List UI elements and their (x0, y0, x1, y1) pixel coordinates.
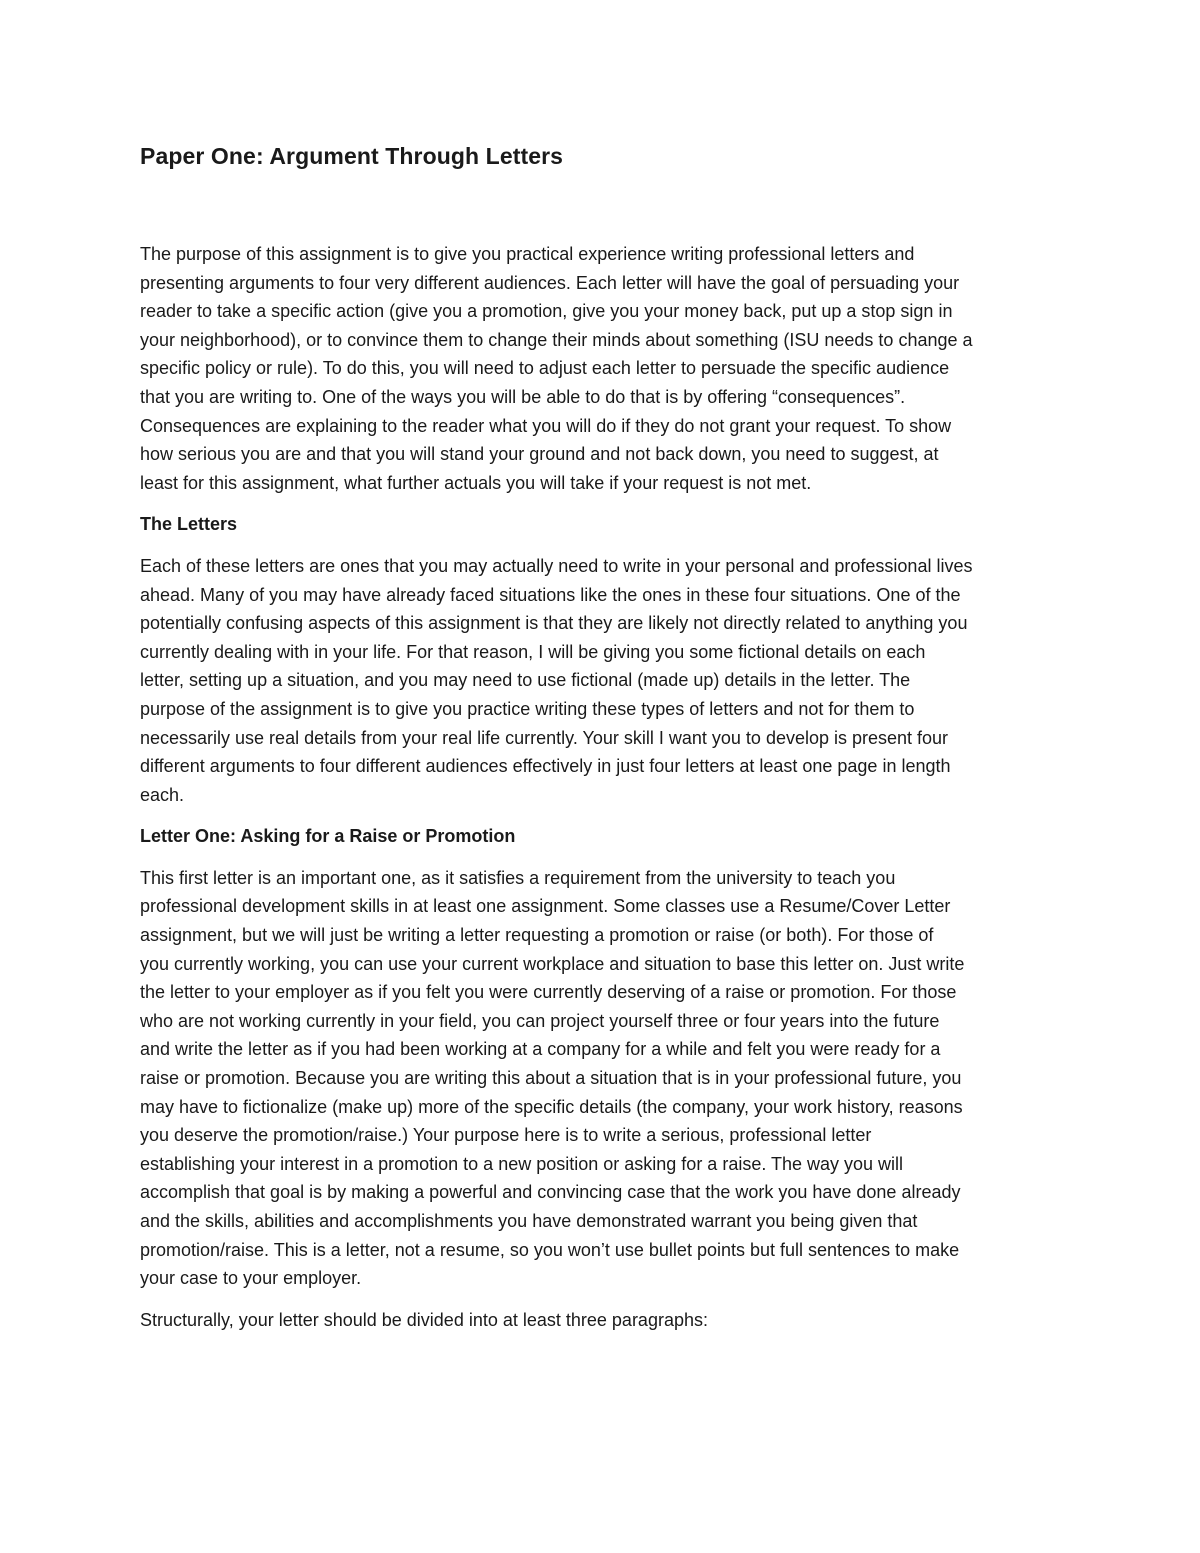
text-line: promotion/raise. This is a letter, not a resume, so you won’t use bullet points but full sentences to make (140, 1239, 960, 1260)
text-line: ahead. Many of you may have already faced situations like the ones in these four situations. One of the (140, 584, 961, 605)
section-heading-the-letters: The Letters (140, 514, 238, 535)
text-line: assignment, but we will just be writing a letter requesting a promotion or raise (or both). For those of (140, 925, 934, 946)
letter-one-paragraph (140, 864, 1060, 1293)
document-body (140, 240, 1060, 1347)
text-line: purpose of the assignment is to give you practice writing these types of letters and not for them to (140, 698, 915, 719)
text-line: reader to take a specific action (give you a promotion, give you your money back, put up a stop sign in (140, 301, 953, 322)
text-line: that you are writing to. One of the ways you will be able to do that is by offering “consequences”. (140, 386, 906, 407)
text-line: Consequences are explaining to the reader what you will do if they do not grant your request. To show (140, 415, 952, 436)
text-line: Structurally, your letter should be divided into at least three paragraphs: (140, 1309, 708, 1330)
text-line: This first letter is an important one, as it satisfies a requirement from the university to teach you (140, 867, 896, 888)
text-line: raise or promotion. Because you are writing this about a situation that is in your professional future, you (140, 1068, 962, 1089)
text-line: currently dealing with in your life. For that reason, I will be giving you some fictional details on each (140, 641, 926, 662)
text-line: presenting arguments to four very different audiences. Each letter will have the goal of persuading your (140, 272, 960, 293)
text-line: you currently working, you can use your current workplace and situation to base this letter on. Just write (140, 953, 965, 974)
text-line: accomplish that goal is by making a powerful and convincing case that the work you have done already (140, 1182, 961, 1203)
text-line: The purpose of this assignment is to give you practical experience writing professional letters and (140, 244, 915, 264)
text-line: least for this assignment, what further actuals you will take if your request is not met. (140, 472, 812, 493)
text-line: the letter to your employer as if you felt you were currently deserving of a raise or promotion. For those (140, 982, 957, 1003)
document-title: Paper One: Argument Through Letters (140, 143, 564, 169)
text-line: establishing your interest in a promotion to a new position or asking for a raise. The way you will (140, 1153, 904, 1174)
text-line: potentially confusing aspects of this assignment is that they are likely not directly related to anything you (140, 613, 968, 634)
section-heading-letter-one: Letter One: Asking for a Raise or Promotion (140, 826, 516, 847)
text-line: how serious you are and that you will stand your ground and not back down, you need to suggest, at (140, 444, 939, 465)
letters-paragraph (140, 552, 1060, 809)
text-line: different arguments to four different audiences effectively in just four letters at least one page in length (140, 756, 951, 777)
text-line: specific policy or rule). To do this, you will need to adjust each letter to persuade the specific audience (140, 358, 950, 379)
text-line: your neighborhood), or to convince them to change their minds about something (ISU needs to change a (140, 329, 973, 350)
text-line: necessarily use real details from your real life currently. Your skill I want you to develop is present four (140, 727, 949, 748)
text-line: professional development skills in at least one assignment. Some classes use a Resume/Cover Letter (140, 896, 951, 917)
text-line: may have to fictionalize (make up) more of the specific details (the company, your work history, reasons (140, 1096, 963, 1117)
intro-paragraph (140, 240, 1060, 497)
text-line: each. (140, 784, 185, 805)
text-line: and write the letter as if you had been working at a company for a while and felt you were ready for a (140, 1039, 941, 1060)
text-line: Each of these letters are ones that you may actually need to write in your personal and professional lives (140, 555, 973, 576)
text-line: your case to your employer. (140, 1268, 362, 1289)
text-line: you deserve the promotion/raise.) Your purpose here is to write a serious, professional letter (140, 1125, 872, 1146)
text-line: and the skills, abilities and accomplishments you have demonstrated warrant you being given that (140, 1211, 918, 1231)
text-line: who are not working currently in your field, you can project yourself three or four years into the future (140, 1010, 940, 1031)
structure-paragraph (140, 1306, 1060, 1335)
text-line: letter, setting up a situation, and you may need to use fictional (made up) details in the letter. The (140, 670, 911, 691)
